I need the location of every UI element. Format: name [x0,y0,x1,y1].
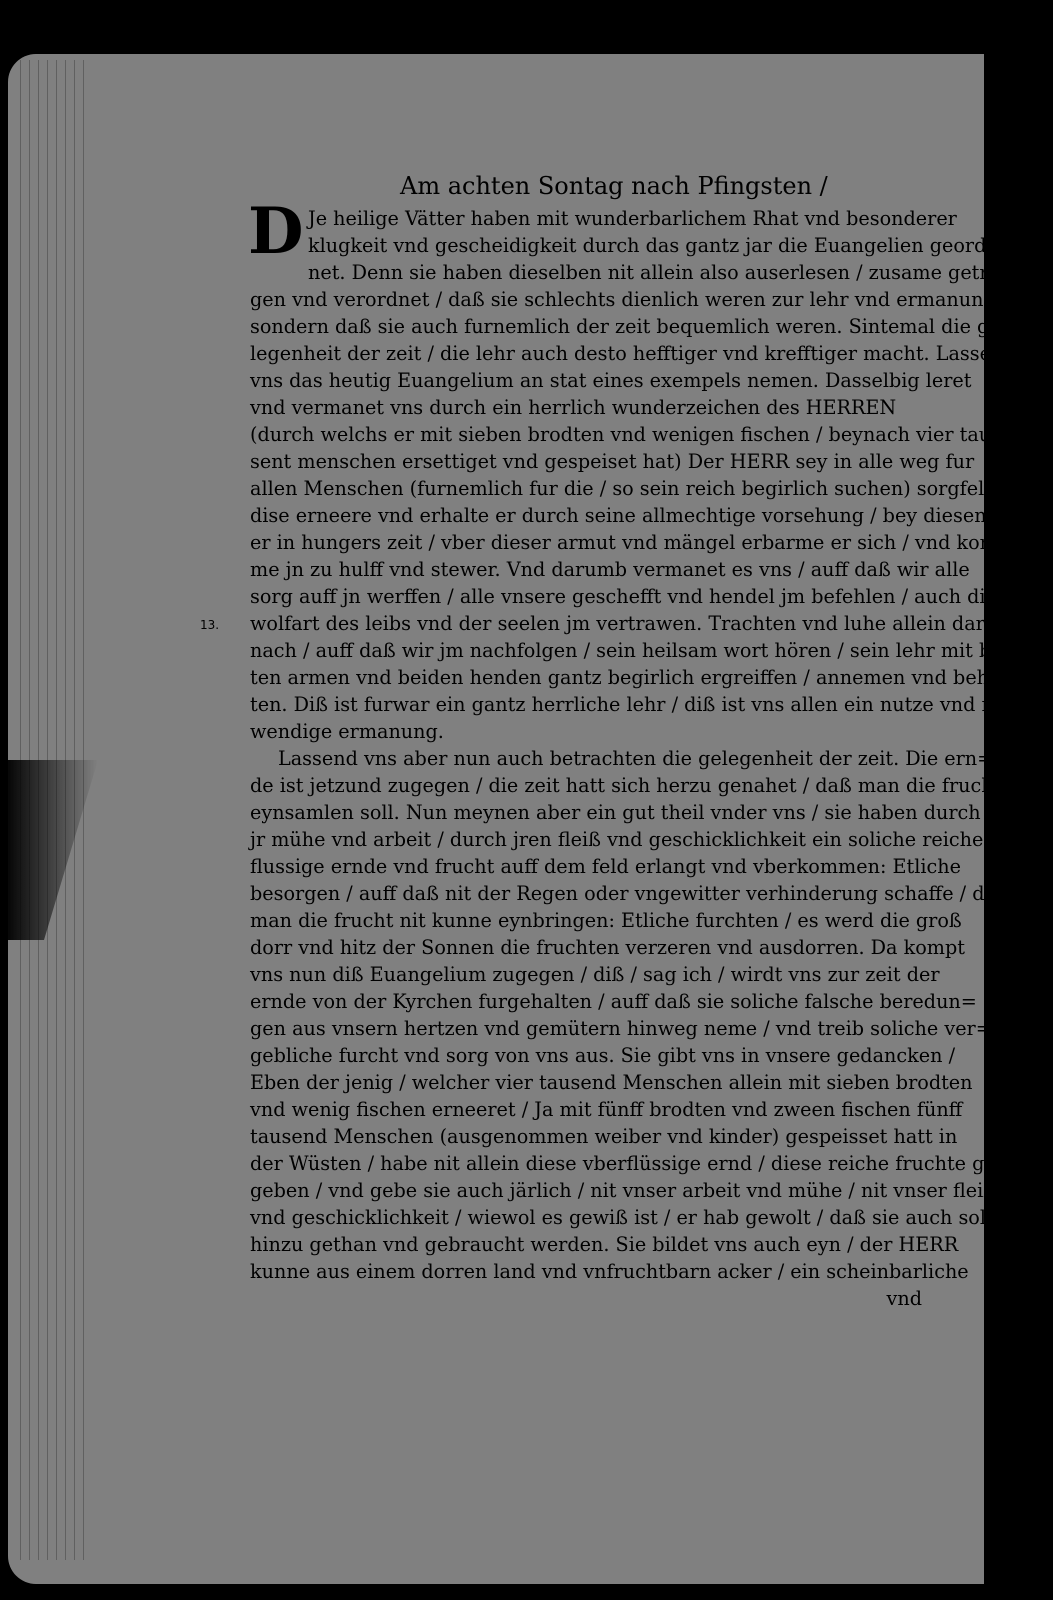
text-line: vnd wenig fischen erneeret / Ja mit fünff brodten vnd zween fischen fünff [250,1098,963,1121]
text-line: gebliche furcht vnd sorg von vns aus. Sie gibt vns in vnsere gedancken / [250,1044,956,1067]
text-line: ten. Diß ist furwar ein gantz herrliche lehr / diß ist vns allen ein nutze vnd not= [250,693,1030,716]
text-line: vns das heutig Euangelium an stat eines exempels nemen. Dasselbig leret [250,369,972,392]
top-edge-shadow [0,0,1000,54]
text-line: sorg auff jn werffen / alle vnsere geschefft vnd hendel jm befehlen / auch die [250,585,997,608]
text-line: eynsamlen soll. Nun meynen aber ein gut theil vnder vns / sie haben durch [250,801,981,824]
page-heading: Am achten Sontag nach Pfingsten / [400,172,828,200]
text-line: me jn zu hulff vnd stewer. Vnd darumb vermanet es vns / auff daß wir alle [250,558,970,581]
text-line: gen vnd verordnet / daß sie schlechts dienlich weren zur lehr vnd ermanung / [250,288,1009,311]
text-line: vnd vermanet vns durch ein herrlich wunderzeichen des HERREN [250,396,897,419]
text-line: ten armen vnd beiden henden gantz begirlich ergreiffen / annemen vnd behal= [250,666,1023,689]
drop-cap-initial: D [248,194,304,269]
text-line: sondern daß sie auch furnemlich der zeit bequemlich weren. Sintemal die ge= [250,315,1017,338]
text-line: Lassend vns aber nun auch betrachten die gelegenheit der zeit. Die ern= [278,747,994,770]
text-line: dise erneere vnd erhalte er durch seine allmechtige vorsehung / bey diesen sey [250,504,1025,527]
text-line: (durch welchs er mit sieben brodten vnd wenigen fischen / beynach vier tau= [250,423,1008,446]
text-line: wendige ermanung. [250,720,444,743]
text-line: der Wüsten / habe nit allein diese vberflüssige ernd / diese reiche fruchte ge= [250,1152,1012,1175]
text-line: allen Menschen (furnemlich fur die / so sein reich begirlich suchen) sorgfeltig / [250,477,1023,500]
text-line: flussige ernde vnd frucht auff dem feld erlangt vnd vberkommen: Etliche [250,855,961,878]
text-line: dorr vnd hitz der Sonnen die fruchten verzeren vnd ausdorren. Da kompt [250,936,965,959]
text-line: klugkeit vnd gescheidigkeit durch das gantz jar die Euangelien geord= [308,234,1003,257]
text-line: sent menschen ersettiget vnd gespeiset hat) Der HERR sey in alle weg fur [250,450,975,473]
text-line: besorgen / auff daß nit der Regen oder vngewitter verhinderung schaffe / daß [250,882,1009,905]
body-text [250,205,1053,1312]
text-line: Eben der jenig / welcher vier tausend Menschen allein mit sieben brodten [250,1071,973,1094]
text-line: man die frucht nit kunne eynbringen: Etliche furchten / es werd die groß [250,909,962,932]
text-line: vns nun diß Euangelium zugegen / diß / sag ich / wirdt vns zur zeit der [250,963,940,986]
text-line: geben / vnd gebe sie auch järlich / nit vnser arbeit vnd mühe / nit vnser fleiß [250,1179,997,1202]
text-line: wolfart des leibs vnd der seelen jm vertrawen. Trachten vnd luhe allein dar= [250,612,1001,635]
text-line: de ist jetzund zugegen / die zeit hatt sich herzu genahet / daß man die frucht [250,774,1002,797]
catchword: vnd [886,1287,922,1310]
text-line: vnd geschicklichkeit / wiewol es gewiß ist / er hab gewolt / daß sie auch sollt [250,1206,1000,1229]
text-line: er in hungers zeit / vber dieser armut vnd mängel erbarme er sich / vnd kom= [250,531,1014,554]
text-line: gen aus vnsern hertzen vnd gemütern hinweg neme / vnd treib soliche ver= [250,1017,992,1040]
paragraph-2 [250,745,1050,1285]
text-line: legenheit der zeit / die lehr auch desto hefftiger vnd krefftiger macht. Lassend [250,342,1016,365]
text-line: jr mühe vnd arbeit / durch jren fleiß vnd geschicklichkeit ein soliche reiche vber= [250,828,1050,851]
margin-note: 13. [200,618,220,632]
text-line: Je heilige Vätter haben mit wunderbarlichem Rhat vnd besonderer [308,207,957,230]
text-line: ernde von der Kyrchen furgehalten / auff daß sie soliche falsche beredun= [250,990,977,1013]
text-line: nach / auff daß wir jm nachfolgen / sein heilsam wort hören / sein lehr mit bereit= [250,639,1053,662]
text-line: tausend Menschen (ausgenommen weiber vnd kinder) gespeisset hatt in [250,1125,958,1148]
text-line: kunne aus einem dorren land vnd vnfruchtbarn acker / ein scheinbarliche [250,1260,969,1283]
text-line: hinzu gethan vnd gebraucht werden. Sie bildet vns auch eyn / der HERR [250,1233,959,1256]
text-line: net. Denn sie haben dieselben nit allein also auserlesen / zusame getra= [308,261,1017,284]
paragraph-1 [250,205,1053,745]
